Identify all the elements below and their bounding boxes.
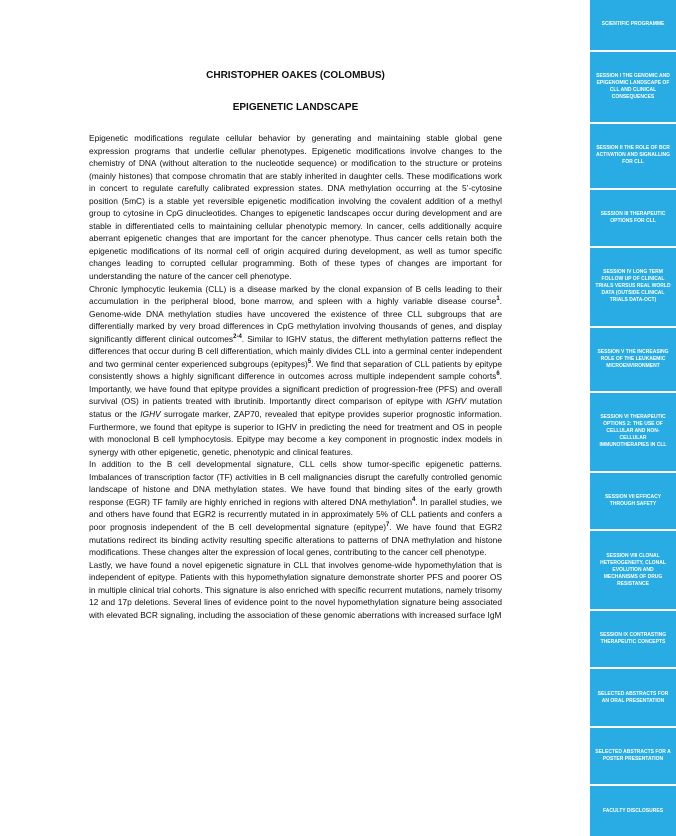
- text-run: . In parallel studies, we and others have found that EGR2 is recurrently mutated in in approximately 5% of CLL patients and confers a poor prognosis independent of the B cell developmental signature (epitype): [89, 496, 502, 532]
- text-run: . We have found that EGR2 mutations redirect its binding activity resulting specific alterations to patterns of DNA methylation and histone modifications. These changes alter the expression of local genes, contributing to the cancer cell phenotype.: [89, 521, 502, 558]
- citation: 1: [496, 296, 500, 303]
- nav-session-9[interactable]: SESSION IX CONTRASTING THERAPEUTIC CONCEPTS: [590, 611, 676, 670]
- nav-session-8[interactable]: SESSION VIII CLONAL HETEROGENEITY, CLONAL EVOLUTION AND MECHANISMS OF DRUG RESISTANCE: [590, 531, 676, 611]
- author-heading: CHRISTOPHER OAKES (COLOMBUS): [206, 70, 385, 81]
- text-run: . We find that separation of CLL patients by epitype consistently shows a highly significant difference in outcomes across multiple independent sample cohorts: [89, 358, 503, 382]
- paragraph-tumor-specific-patterns: [89, 458, 502, 558]
- citation: 6: [496, 371, 500, 378]
- gene-name: IGHV: [445, 396, 467, 407]
- text-run: In addition to the B cell developmental signature, CLL cells show tumor-specific epigenetic patterns. Imbalances of transcription factor (TF) activities in B cell malignancies disrupt the carefully controlled genomic landscape of histone and DNA methylation states. We have found that binding sites of the early growth response (EGR) TF family are highly enriched in regions with altered DNA methylation: [89, 459, 502, 507]
- article-title: EPIGENETIC LANDSCAPE: [232, 102, 359, 113]
- text-run: . Genome-wide DNA methylation studies have uncovered the existence of three CLL subgroups that are differentially marked by very broad differences in CpG methylation involving thousands of genes, and display significantly different clinical outcomes: [89, 296, 502, 344]
- paragraph-hypomethylation: Lastly, we have found a novel epigenetic signature in CLL that involves genome-wide hypomethylation that is independent of epitype. Patients with this hypomethylation signature demonstrate shorter PFS and poorer OS in multiple clinical trial cohorts. This signature is also enriched with specific recurrent mutations, namely trisomy 12 and 17p deletions. Several lines of evidence point to the novel hypomethylation signature being associated with elevated BCR signaling, including the association of these genomic aberrations with increased surface IgM: [89, 559, 502, 620]
- citation: 2-4: [233, 333, 242, 340]
- paragraph-cll-epitypes: [89, 283, 502, 459]
- nav-oral-abstracts[interactable]: SELECTED ABSTRACTS FOR AN ORAL PRESENTATION: [590, 669, 676, 728]
- nav-poster-abstracts[interactable]: SELECTED ABSTRACTS FOR A POSTER PRESENTATION: [590, 728, 676, 787]
- article-body: [89, 132, 502, 621]
- text-run: . Similar to IGHV status, the different methylation patterns reflect the differences that occur during B cell differentiation, which mainly divides CLL into a germinal center independent and two germinal center experienced subgroups (epitypes): [89, 333, 502, 369]
- nav-session-7[interactable]: SESSION VII EFFICACY THROUGH SAFETY: [590, 473, 676, 532]
- gene-name: IGHV: [140, 409, 161, 420]
- article: [89, 70, 502, 621]
- nav-session-4[interactable]: SESSION IV LONG TERM FOLLOW UP OF CLINICAL TRIALS VERSUS REAL WORLD DATA (OUTSIDE CLINICAL TRIALS DATA-OCT): [590, 248, 676, 328]
- sidebar-nav: [590, 0, 676, 836]
- citation: 7: [386, 522, 390, 529]
- citation: 5: [307, 359, 312, 366]
- nav-session-1[interactable]: SESSION I THE GENOMIC AND EPIGENOMIC LANDSCAPE OF CLL AND CLINICAL CONSEQUENCES: [590, 52, 676, 125]
- text-run: Chronic lymphocytic leukemia (CLL) is a disease marked by the clonal expansion of B cells leading to their accumulation in the peripheral blood, bone marrow, and spleen with a highly variable disease course: [89, 283, 502, 307]
- nav-session-5[interactable]: SESSION V THE INCREASING ROLE OF THE LEUKAEMIC MICROENVIRONMENT: [590, 328, 676, 394]
- text-run: surrogate marker, ZAP70, revealed that epitype provides superior prognostic information. Furthermore, we found that epitype is superior to IGHV in predicting the need for treatment and OS in people with monoclonal B cell lymphocytosis. Epitype may become a key component in prognostic index models in synergy with other epigenetic, genetic, phenotypic and clinical features.: [89, 409, 502, 457]
- nav-session-6[interactable]: SESSION VI THERAPEUTIC OPTIONS 2: THE USE OF CELLULAR AND NON-CELLULAR IMMUNOTHERAPIES IN CLL: [590, 393, 676, 473]
- text-run: mutation status or the: [89, 396, 502, 420]
- nav-scientific-programme[interactable]: SCIENTIFIC PROGRAMME: [590, 0, 676, 52]
- nav-session-3[interactable]: SESSION III THERAPEUTIC OPTIONS FOR CLL: [590, 190, 676, 249]
- text-run: . Importantly, we have found that epitype provides a significant prediction of progression-free (PFS) and overall survival (OS) in patients treated with ibrutinib. Importantly direct comparison of epitype with: [89, 371, 502, 407]
- paragraph-epigenetic-modifications: Epigenetic modifications regulate cellular behavior by generating and maintaining stable global gene expression programs that underlie cellular phenotypes. Epigenetic modifications involve changes to the chemistry of DNA (without alteration to the nucleotide sequence) or modification to the structure or proteins (mainly histones) that compose chromatin that are stably inherited in daughter cells. These modifications work in concert to regulate carefully calibrated expression states. DNA methylation occurring at the 5’-cytosine position (5mC) is a stable yet reversible epigenetic modification involving the covalent addition of a methyl group to cytosine in CpG dinucleotides. Changes to epigenetic landscapes occur during development and are stable in differentiated cells to maintaining cellular phenotypic memory. In cancer, cells additionally acquire aberrant epigenetic changes that are important for the cancer phenotype. Thus cancer cells retain both the epigenetic modifications of its normal cell of origin acquired during development, as well as tumor specific changes leading to corrupted cellular programming. Both of these types of changes are important for understanding the nature of the cancer cell phenotype.: [89, 133, 502, 282]
- citation: 4: [412, 497, 416, 504]
- nav-session-2[interactable]: SESSION II THE ROLE OF BCR ACTIVATION AND SIGNALLING FOR CLL: [590, 124, 676, 190]
- nav-faculty-disclosures[interactable]: FACULTY DISCLOSURES: [590, 786, 676, 836]
